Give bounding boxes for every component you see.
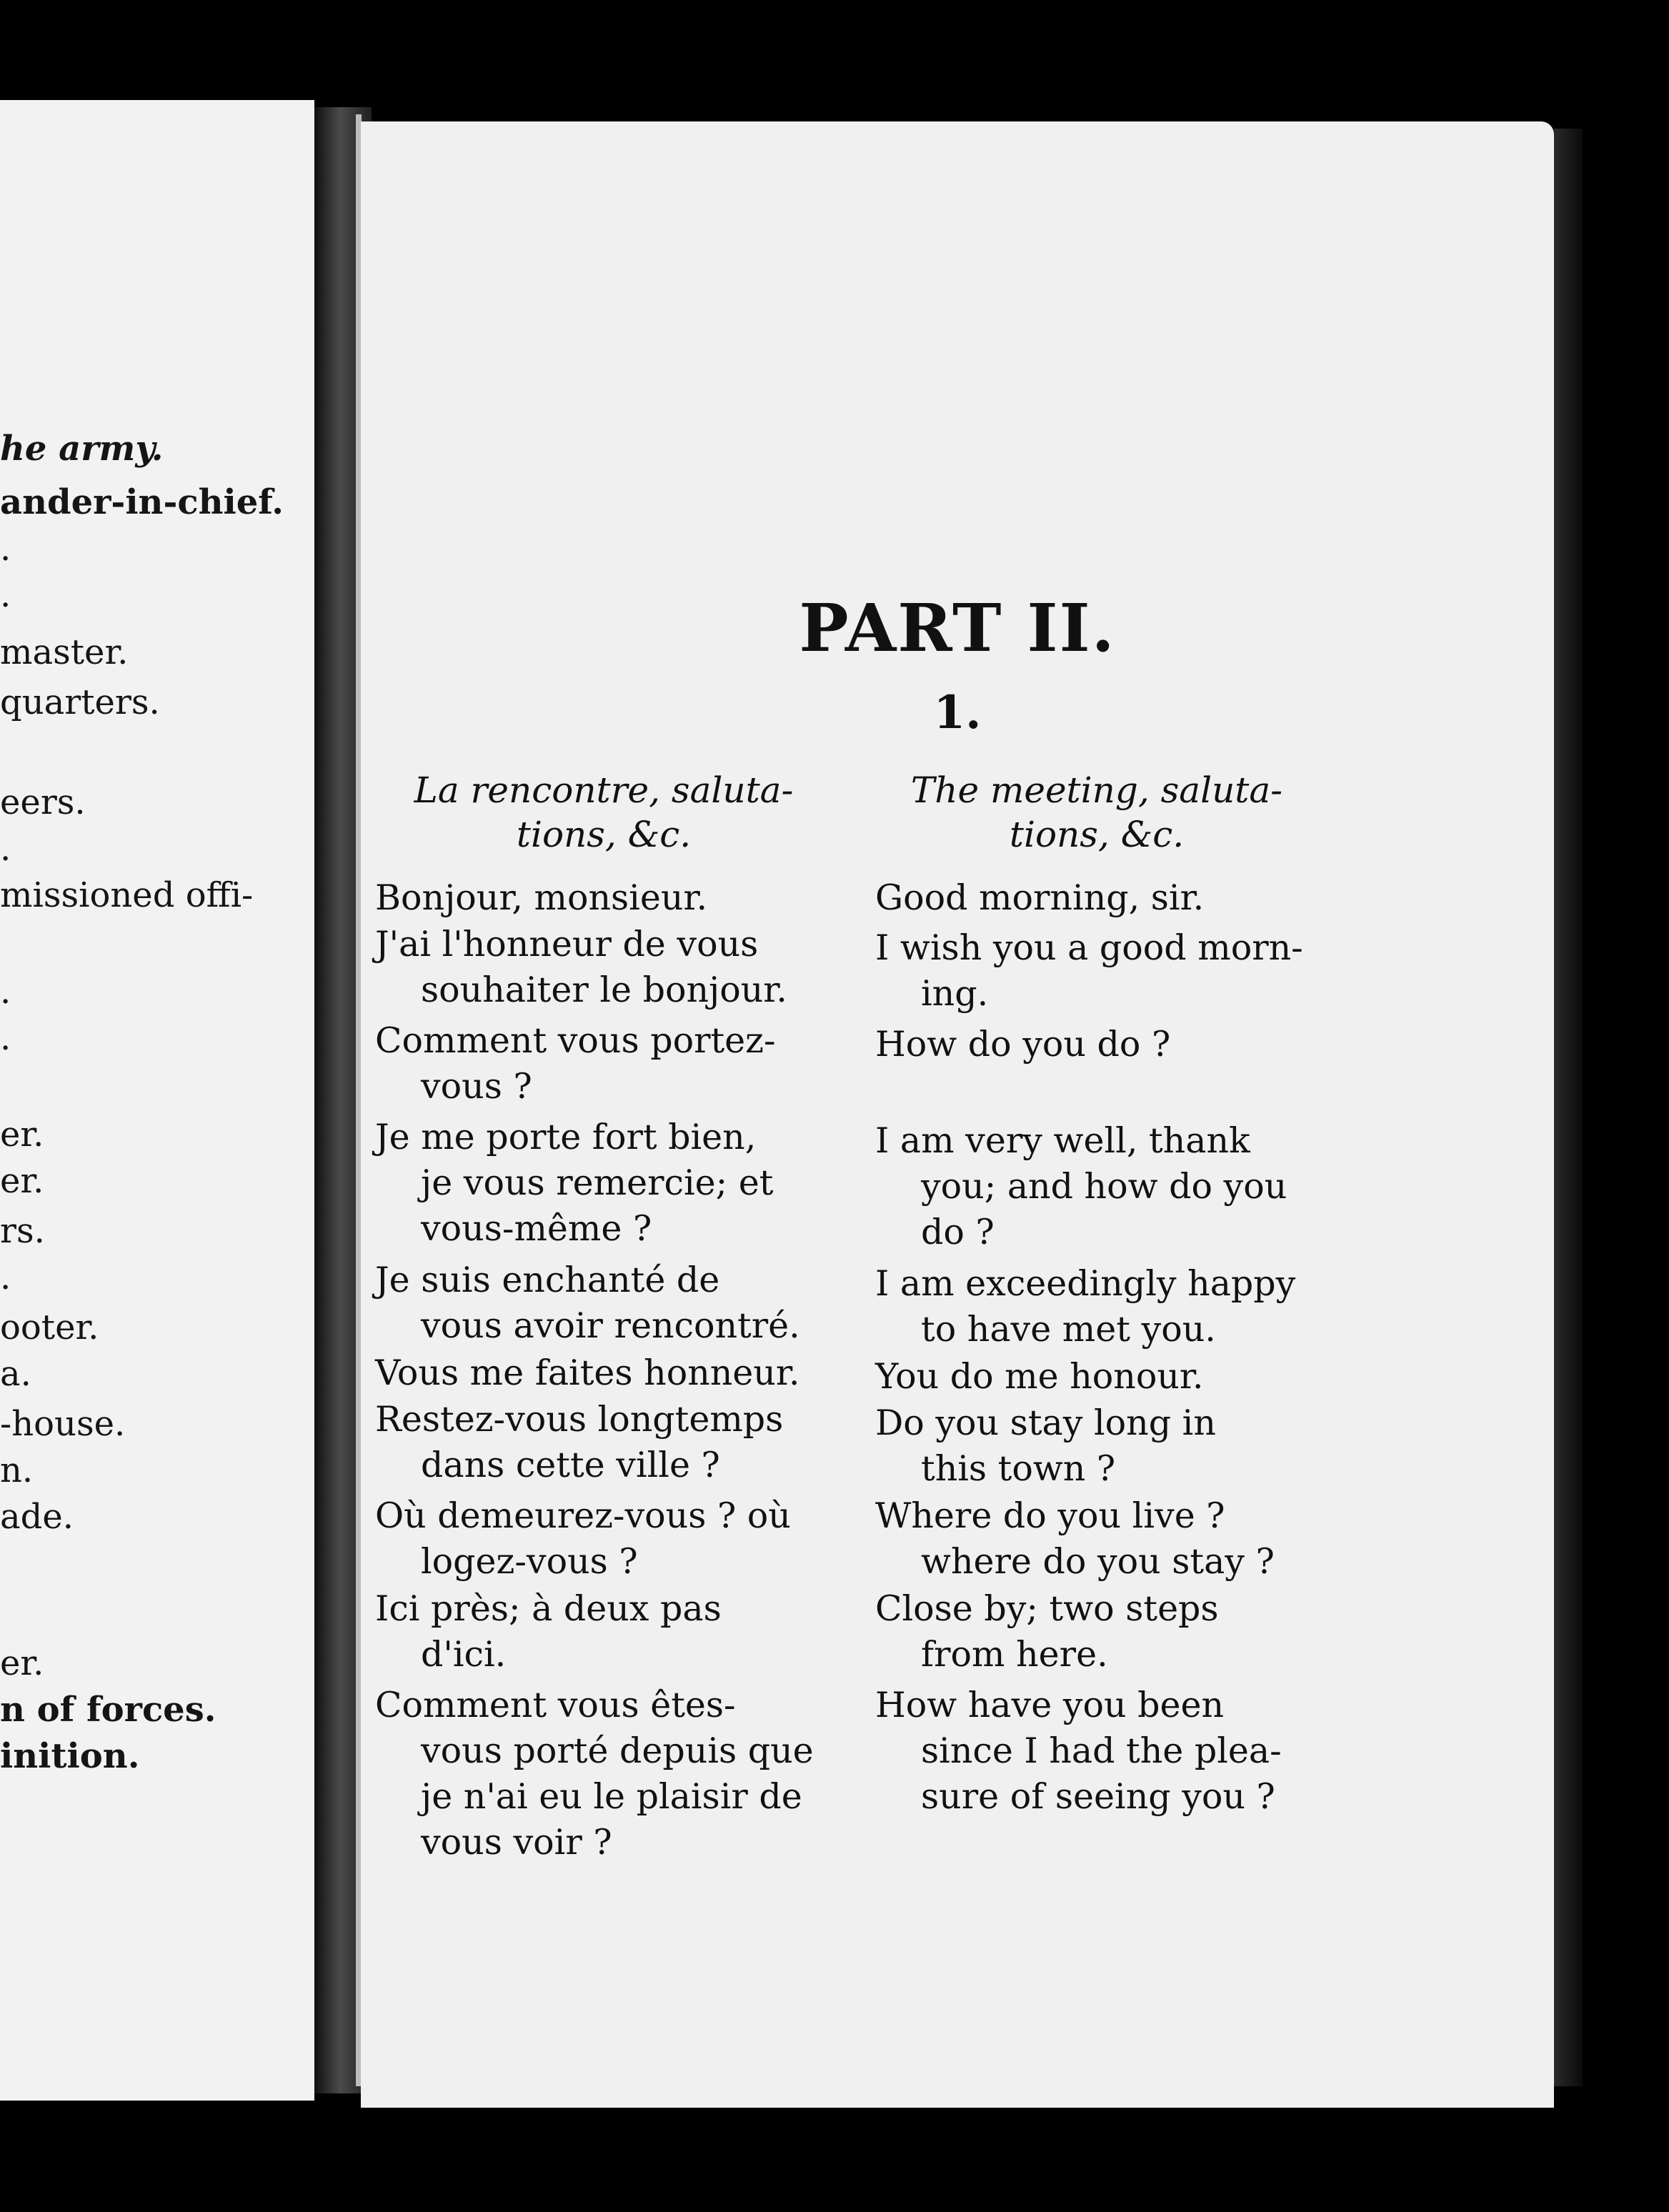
- phrase-line: I am very well, thank: [875, 1120, 1250, 1161]
- right-page: [361, 121, 1554, 2108]
- left-line: rs.: [0, 1211, 45, 1251]
- left-line: .: [0, 529, 11, 569]
- book-edge: [1554, 129, 1583, 2086]
- french-phrase: [375, 1018, 776, 1110]
- left-line: er.: [0, 1643, 44, 1683]
- heading-line: tions, &c.: [516, 814, 692, 855]
- left-line: ander-in-chief.: [0, 482, 284, 522]
- phrase-line: Je suis enchanté de: [375, 1260, 720, 1300]
- left-line: master.: [0, 632, 129, 672]
- phrase-line: How do you do ?: [875, 1024, 1171, 1065]
- english-phrase: [875, 1118, 1287, 1255]
- phrase-line: to have met you.: [921, 1309, 1216, 1350]
- french-phrase: [375, 1397, 783, 1488]
- phrase-line: souhaiter le bonjour.: [421, 970, 787, 1010]
- left-line: .: [0, 575, 11, 615]
- french-phrase: [375, 1586, 722, 1678]
- phrase-line: this town ?: [921, 1448, 1116, 1489]
- french-phrase: [375, 1493, 791, 1585]
- heading-line: tions, &c.: [1009, 814, 1185, 855]
- english-phrase: [875, 1400, 1216, 1492]
- part-title: PART II.: [799, 589, 1116, 667]
- phrase-line: Comment vous êtes-: [375, 1685, 736, 1725]
- french-phrase: [375, 1115, 773, 1252]
- phrase-line: J'ai l'honneur de vous: [375, 924, 759, 965]
- phrase-line: vous porté depuis que: [421, 1730, 814, 1771]
- phrase-line: Close by; two steps: [875, 1588, 1219, 1629]
- left-line: a.: [0, 1354, 31, 1394]
- phrase-line: Restez-vous longtemps: [375, 1399, 784, 1440]
- left-line: .: [0, 829, 11, 869]
- english-phrase: [875, 1683, 1282, 1820]
- left-line: n.: [0, 1450, 34, 1490]
- english-phrase: [875, 875, 1204, 921]
- left-line: .: [0, 1257, 11, 1297]
- section-number: 1.: [933, 686, 982, 739]
- phrase-line: I wish you a good morn-: [875, 927, 1303, 968]
- french-phrase: [375, 1257, 800, 1349]
- english-phrase: [875, 1586, 1219, 1678]
- phrase-line: Where do you live ?: [875, 1495, 1225, 1536]
- phrase-line: I am exceedingly happy: [875, 1263, 1296, 1304]
- left-line: .: [0, 972, 11, 1012]
- left-line: -house.: [0, 1404, 126, 1444]
- phrase-line: you; and how do you: [921, 1166, 1287, 1207]
- english-phrase: [875, 1354, 1204, 1400]
- left-line: missioned offi-: [0, 875, 254, 915]
- left-line: er.: [0, 1161, 44, 1201]
- english-phrase: [875, 1261, 1295, 1352]
- left-line: he army.: [0, 429, 164, 469]
- english-phrase: [875, 925, 1303, 1017]
- left-line: ade.: [0, 1497, 74, 1537]
- phrase-line: from here.: [921, 1634, 1108, 1675]
- left-line: n of forces.: [0, 1690, 216, 1730]
- left-line: .: [0, 1018, 11, 1058]
- english-phrase: [875, 1022, 1170, 1067]
- french-phrase: [375, 1350, 799, 1396]
- phrase-line: where do you stay ?: [921, 1541, 1275, 1582]
- phrase-line: dans cette ville ?: [421, 1445, 720, 1485]
- phrase-line: je vous remercie; et: [421, 1162, 774, 1203]
- phrase-line: logez-vous ?: [421, 1541, 638, 1582]
- phrase-line: vous avoir rencontré.: [421, 1305, 800, 1346]
- phrase-line: Good morning, sir.: [875, 877, 1205, 918]
- phrase-line: vous-même ?: [421, 1208, 652, 1249]
- phrase-line: Je me porte fort bien,: [375, 1117, 757, 1157]
- french-column-heading: [375, 768, 832, 857]
- left-line: ooter.: [0, 1307, 99, 1347]
- left-line: quarters.: [0, 682, 160, 722]
- phrase-line: since I had the plea-: [921, 1730, 1282, 1771]
- french-phrase: [375, 922, 787, 1013]
- phrase-line: Bonjour, monsieur.: [375, 877, 708, 918]
- phrase-line: do ?: [921, 1212, 995, 1252]
- left-line: eers.: [0, 782, 86, 822]
- phrase-line: Vous me faites honneur.: [375, 1352, 800, 1393]
- phrase-line: Do you stay long in: [875, 1403, 1216, 1443]
- phrase-line: Ici près; à deux pas: [375, 1588, 722, 1629]
- heading-line: The meeting, saluta-: [910, 769, 1283, 811]
- french-phrase: [375, 1683, 814, 1865]
- french-phrase: [375, 875, 707, 921]
- phrase-line: ing.: [921, 973, 989, 1014]
- phrase-line: sure of seeing you ?: [921, 1776, 1275, 1817]
- left-line: inition.: [0, 1736, 140, 1776]
- phrase-line: You do me honour.: [875, 1356, 1204, 1397]
- left-line: er.: [0, 1115, 44, 1155]
- phrase-line: vous ?: [421, 1066, 532, 1107]
- phrase-line: je n'ai eu le plaisir de: [421, 1776, 802, 1817]
- phrase-line: d'ici.: [421, 1634, 507, 1675]
- english-phrase: [875, 1493, 1275, 1585]
- english-column-heading: [861, 768, 1332, 857]
- left-page: [0, 100, 314, 2101]
- phrase-line: Où demeurez-vous ? où: [375, 1495, 791, 1536]
- phrase-line: How have you been: [875, 1685, 1225, 1725]
- heading-line: La rencontre, saluta-: [414, 769, 794, 811]
- phrase-line: vous voir ?: [421, 1822, 612, 1863]
- phrase-line: Comment vous portez-: [375, 1020, 776, 1061]
